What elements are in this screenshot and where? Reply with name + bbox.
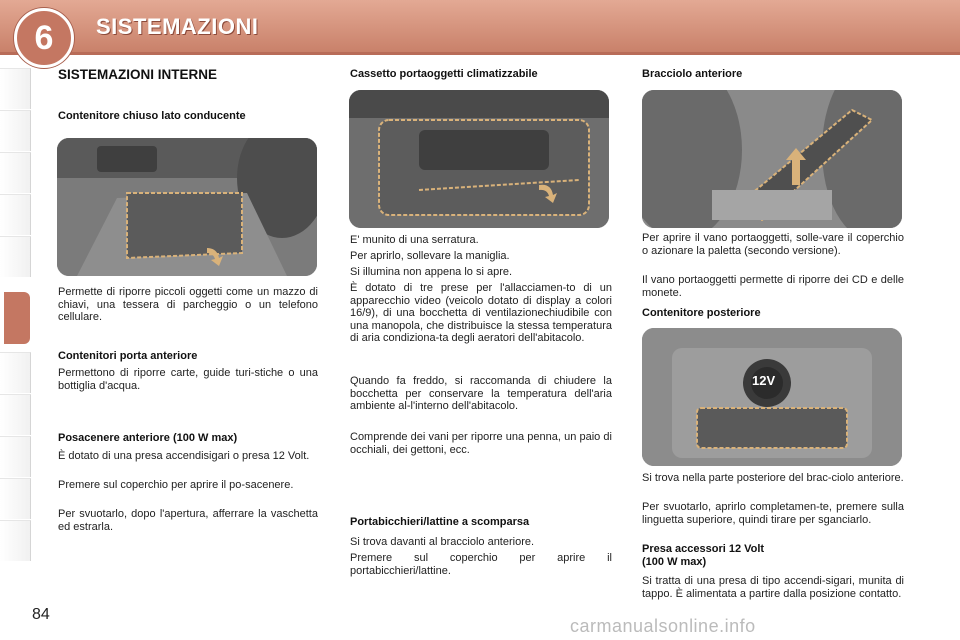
driver-compartment-illustration: [57, 138, 317, 276]
paragraph: Premere sul coperchio per aprire il portabicchieri/lattine.: [350, 552, 612, 577]
paragraph: Il vano portaoggetti permette di riporre dei CD e delle monete.: [642, 274, 904, 299]
armrest-illustration: [642, 90, 902, 228]
chapter-tab[interactable]: [0, 110, 31, 151]
paragraph: Per aprirlo, sollevare la maniglia.: [350, 250, 510, 262]
paragraph: Per svuotarlo, dopo l'apertura, afferrare la vaschetta ed estrarla.: [58, 508, 318, 533]
paragraph: Si illumina non appena lo si apre.: [350, 266, 513, 278]
heading-door-bins: Contenitori porta anteriore: [58, 350, 198, 362]
heading-armrest: Bracciolo anteriore: [642, 68, 743, 80]
heading-12v-socket-subtitle: (100 W max): [642, 556, 707, 568]
paragraph: Comprende dei vani per riporre una penna, un paio di occhiali, dei gettoni, ecc.: [350, 431, 612, 456]
heading-cup-holder: Portabicchieri/lattine a scomparsa: [350, 516, 530, 528]
chapter-tab[interactable]: [0, 436, 31, 477]
chapter-tab[interactable]: [0, 236, 31, 277]
chapter-tab-active[interactable]: [4, 292, 30, 344]
paragraph: Si trova davanti al bracciolo anteriore.: [350, 536, 535, 548]
paragraph: Quando fa freddo, si raccomanda di chiudere la bocchetta per conservare la temperatura dell'aria ambiente al-l'interno dell'abitacolo.: [350, 375, 612, 412]
photo-driver-compartment: [57, 138, 317, 276]
paragraph: Per svuotarlo, aprirlo completamen-te, premere sulla linguetta superiore, quindi tirare per sganciarlo.: [642, 501, 904, 526]
paragraph: Permettono di riporre carte, guide turi-stiche o una bottiglia d'acqua.: [58, 367, 318, 392]
paragraph: Si tratta di una presa di tipo accendi-sigari, munita di tappo. È alimentata a partire dalla posizione contatto.: [642, 575, 904, 600]
paragraph: Permette di riporre piccoli oggetti come un mazzo di chiavi, una tessera di parcheggio o un telefono cellulare.: [58, 286, 318, 323]
chapter-tab[interactable]: [0, 152, 31, 193]
chapter-tab[interactable]: [0, 478, 31, 519]
header-divider: [0, 52, 960, 55]
section-title: SISTEMAZIONI INTERNE: [58, 67, 218, 82]
chapter-tab[interactable]: [0, 352, 31, 393]
socket-label: 12V: [752, 373, 776, 388]
rear-storage-illustration: [642, 328, 902, 466]
paragraph: Premere sul coperchio per aprire il po-sacenere.: [58, 479, 294, 491]
paragraph: E' munito di una serratura.: [350, 234, 479, 246]
page-number: 84: [32, 606, 50, 623]
chapter-tab[interactable]: [0, 520, 31, 561]
paragraph: È dotato di tre prese per l'allacciamen-to di un apparecchio video (veicolo dotato di display a colori 16/9), di una bocchetta di ventilazionechiudibile con una manopola, che distribuisce la stessa temperatura di aria condiziona-ta degli aeratori dell'abitacolo.: [350, 282, 612, 344]
heading-rear-storage: Contenitore posteriore: [642, 307, 761, 319]
paragraph: Per aprire il vano portaoggetti, solle-vare il coperchio o azionare la paletta (secondo versione).: [642, 232, 904, 257]
heading-driver-compartment: Contenitore chiuso lato conducente: [58, 110, 246, 122]
paragraph: Si trova nella parte posteriore del brac-ciolo anteriore.: [642, 472, 904, 484]
photo-armrest: [642, 90, 902, 228]
watermark: carmanualsonline.info: [570, 616, 756, 636]
chapter-tab[interactable]: [0, 394, 31, 435]
photo-rear-storage: [642, 328, 902, 466]
heading-glovebox: Cassetto portaoggetti climatizzabile: [350, 68, 538, 80]
paragraph: È dotato di una presa accendisigari o presa 12 Volt.: [58, 450, 310, 462]
glovebox-illustration: [349, 90, 609, 228]
chapter-tab[interactable]: [0, 68, 31, 109]
heading-ashtray: Posacenere anteriore (100 W max): [58, 432, 238, 444]
photo-glovebox: [349, 90, 609, 228]
heading-12v-socket: Presa accessori 12 Volt: [642, 543, 765, 555]
chapter-number-badge: 6: [14, 8, 74, 68]
chapter-tab[interactable]: [0, 194, 31, 235]
chapter-tabs: [0, 60, 34, 580]
chapter-title: SISTEMAZIONI: [96, 14, 259, 39]
